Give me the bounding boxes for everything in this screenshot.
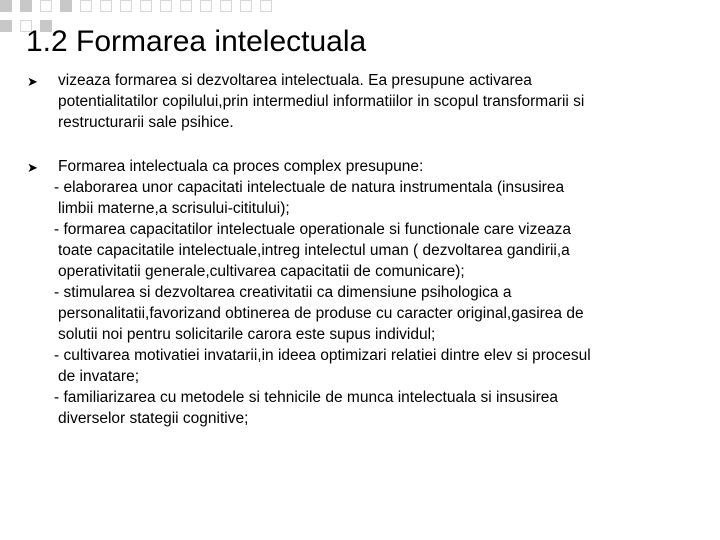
- decor-square: [220, 0, 232, 12]
- bullet-text-line: diverselor stategii cognitive;: [58, 410, 249, 427]
- decor-square: [240, 0, 252, 12]
- bullet-text-line: personalitatii,favorizand obtinerea de produse cu caracter original,gasirea de: [58, 305, 584, 322]
- bullet-item: [0, 156, 720, 429]
- bullet-text-line: vizeaza formarea si dezvoltarea intelectuala. Ea presupune activarea: [58, 72, 532, 89]
- page-title: 1.2 Formarea intelectuala: [26, 25, 367, 58]
- bullet-text-line: limbii materne,a scrisului-cititului);: [58, 200, 290, 217]
- decor-square: [0, 20, 12, 32]
- arrowhead-bullet-icon: ➤: [27, 74, 38, 89]
- arrowhead-bullet-icon: ➤: [27, 160, 38, 175]
- decor-square: [180, 0, 192, 12]
- decor-square: [20, 0, 32, 12]
- decor-square: [260, 0, 272, 12]
- bullet-text-line: - familiarizarea cu metodele si tehnicile de munca intelectuala si insusirea: [54, 389, 558, 406]
- bullet-text-line: toate capacitatile intelectuale,intreg intelectul uman ( dezvoltarea gandirii,a: [58, 242, 570, 259]
- decor-square: [140, 0, 152, 12]
- decor-square: [100, 0, 112, 12]
- bullet-item: [0, 70, 720, 133]
- decor-square: [80, 0, 92, 12]
- bullet-text-line: potentialitatilor copilului,prin intermediul informatiilor in scopul transformarii si: [58, 93, 585, 110]
- decor-square: [160, 0, 172, 12]
- bullet-list: [0, 70, 720, 429]
- decor-square: [40, 0, 52, 12]
- decor-square: [120, 0, 132, 12]
- bullet-text-line: - stimularea si dezvoltarea creativitatii ca dimensiune psihologica a: [54, 284, 512, 301]
- decor-square: [0, 0, 12, 12]
- bullet-text-line: restructurarii sale psihice.: [58, 114, 234, 131]
- decor-square: [200, 0, 212, 12]
- bullet-text-line: operativitatii generale,cultivarea capacitatii de comunicare);: [58, 263, 465, 280]
- bullet-text-line: de invatare;: [58, 368, 139, 385]
- bullet-text-line: - cultivarea motivatiei invatarii,in ideea optimizari relatiei dintre elev si procesul: [54, 347, 591, 364]
- bullet-text-line: Formarea intelectuala ca proces complex presupune:: [58, 158, 424, 175]
- decor-square: [60, 0, 72, 12]
- bullet-text-line: solutii noi pentru solicitarile carora este supus individul;: [58, 326, 436, 343]
- bullet-text-line: - formarea capacitatilor intelectuale operationale si functionale care vizeaza: [54, 221, 571, 238]
- bullet-text-line: - elaborarea unor capacitati intelectuale de natura instrumentala (insusirea: [54, 179, 565, 196]
